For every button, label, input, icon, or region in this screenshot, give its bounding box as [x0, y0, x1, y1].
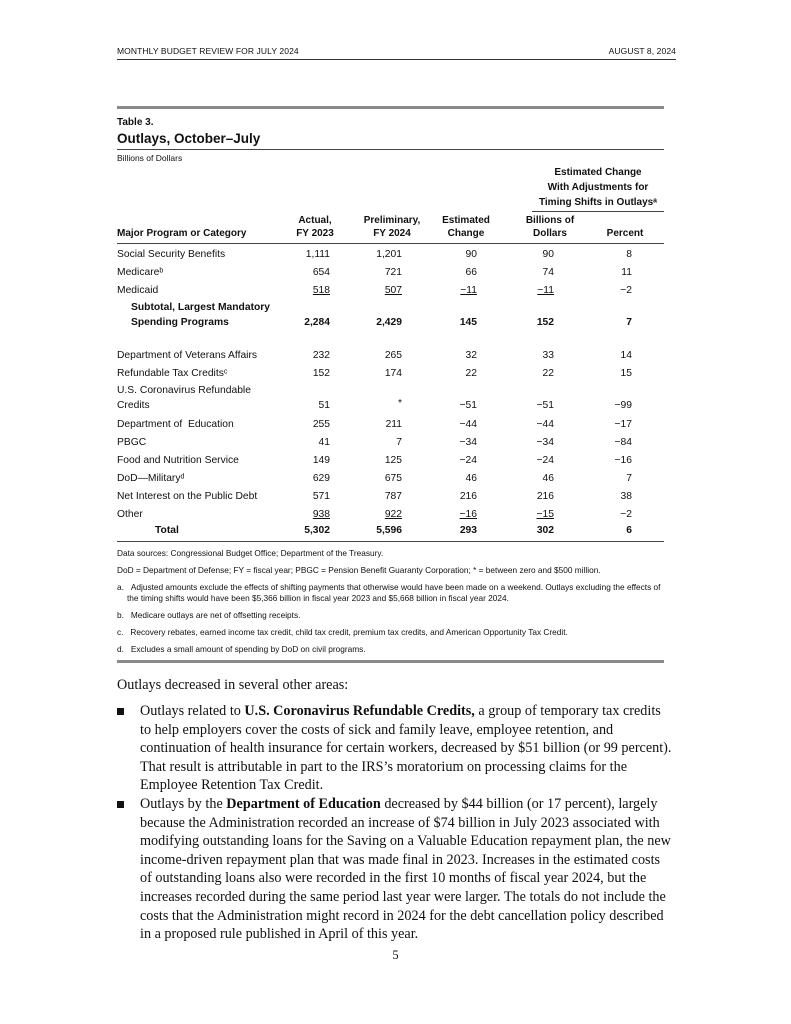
footnote-mark: a.: [117, 582, 124, 592]
subtotal-label-line-1: Subtotal, Largest Mandatory: [131, 302, 271, 313]
cell-change: −11: [460, 285, 477, 296]
cell-change: 90: [465, 249, 477, 260]
cell-adjusted: 90: [542, 249, 554, 260]
cell-preliminary: 2,429: [376, 317, 402, 328]
cell-percent: 6: [626, 525, 632, 536]
col-header-preliminary: [352, 214, 432, 240]
footnote-text: Recovery rebates, earned income tax credit, child tax credit, premium tax credits, and American Opportunity Tax Credit.: [130, 627, 568, 637]
table-row: [117, 367, 664, 381]
footnote-c: [117, 627, 664, 638]
cell-adjusted: 216: [536, 491, 554, 502]
running-header: [117, 46, 676, 60]
row-label-line-2: Credits: [117, 400, 150, 411]
cell-preliminary: 922: [384, 509, 402, 520]
row-label: Other: [117, 509, 143, 520]
cell-actual: 1,111: [305, 249, 330, 260]
bullet-coronavirus-credits: [117, 702, 673, 795]
col-header-actual-line-2: FY 2023: [296, 228, 334, 239]
cell-change: −51: [459, 400, 477, 411]
col-header-actual: [285, 214, 345, 240]
cell-change: −34: [459, 437, 477, 448]
cell-adjusted: 152: [536, 317, 554, 328]
table-top-rule: [117, 106, 664, 109]
cell-adjusted: −24: [536, 455, 554, 466]
cell-preliminary: 675: [384, 473, 402, 484]
cell-preliminary: 1,201: [376, 249, 402, 260]
abbreviations-note: DoD = Department of Defense; FY = fiscal year; PBGC = Pension Benefit Guaranty Corporation; * = between zero and $500 million.: [117, 565, 601, 575]
col-header-estimated-line-1: Estimated: [442, 215, 490, 226]
table-row: [117, 349, 664, 363]
cell-change: 22: [465, 368, 477, 379]
cell-percent: −16: [614, 455, 632, 466]
row-label: PBGC: [117, 437, 147, 448]
cell-percent: 8: [626, 249, 632, 260]
footnote-text: Adjusted amounts exclude the effects of shifting payments that otherwise would have been made on a weekend. Outlays excluding the effects of the timing shifts would have been $5,366 billion in fiscal year 2023 and $5,668 billion in fiscal year 2024.: [127, 582, 661, 603]
table-units: Billions of Dollars: [117, 153, 183, 163]
table-row: [117, 472, 664, 486]
running-header-right: AUGUST 8, 2024: [608, 46, 676, 56]
table-3: [117, 106, 664, 663]
cell-percent: −99: [614, 400, 632, 411]
cell-preliminary: 787: [384, 491, 402, 502]
table-label: Table 3.: [117, 117, 154, 128]
row-label: Medicaid: [117, 285, 159, 296]
footnote-mark: d.: [117, 644, 124, 654]
row-label: Social Security Benefits: [117, 249, 226, 260]
row-label: Department of Veterans Affairs: [117, 350, 258, 361]
col-header-preliminary-line-1: Preliminary,: [363, 215, 421, 226]
cell-change: 216: [459, 491, 477, 502]
footnote-text: Medicare outlays are net of offsetting receipts.: [130, 610, 301, 620]
cell-adjusted: −34: [536, 437, 554, 448]
bullet-text-rest: a group of temporary tax credits to help employers cover the costs of sick and family leave, employee retention, and continuation of health insurance for certain workers, decreased by $51 billion (or 99 percent). That result is attributable in part to the IRS’s moratorium on processing claims for the Employee Retention Tax Credit.: [140, 703, 672, 794]
footnote-text: Excludes a small amount of spending by DoD on civil programs.: [130, 644, 366, 654]
cell-change: −24: [459, 455, 477, 466]
subtotal-row: [117, 301, 664, 331]
cell-actual: 5,302: [304, 525, 330, 536]
cell-percent: 15: [620, 368, 632, 379]
running-header-left: MONTHLY BUDGET REVIEW FOR JULY 2024: [117, 46, 299, 56]
cell-change: 46: [465, 473, 477, 484]
cell-change: −16: [459, 509, 477, 520]
cell-change: −44: [459, 419, 477, 430]
cell-preliminary: 125: [384, 455, 402, 466]
spanner-header: [532, 165, 664, 210]
table-row: [117, 508, 664, 522]
row-label: Medicareᵇ: [117, 267, 164, 278]
cell-percent: 7: [626, 473, 632, 484]
footnote-d: [117, 644, 664, 655]
cell-change: 145: [459, 317, 477, 328]
spanner-line-1: Estimated Change: [554, 167, 642, 178]
cell-percent: 14: [620, 350, 632, 361]
row-label: Net Interest on the Public Debt: [117, 491, 258, 502]
row-label: Department of Education: [117, 419, 234, 430]
col-header-actual-line-1: Actual,: [298, 215, 332, 226]
cell-adjusted: 74: [542, 267, 554, 278]
header-rule: [117, 59, 676, 60]
cell-preliminary: 5,596: [376, 525, 402, 536]
cell-adjusted: 33: [542, 350, 554, 361]
table-row: [117, 490, 664, 504]
total-row: [117, 524, 664, 538]
cell-change: 32: [465, 350, 477, 361]
footnote-b: [117, 610, 664, 621]
cell-adjusted: −51: [536, 400, 554, 411]
cell-adjusted: 22: [542, 368, 554, 379]
table-body-bottom-rule: [117, 541, 664, 542]
sources-note: Data sources: Congressional Budget Office; Department of the Treasury.: [117, 548, 384, 558]
intro-paragraph: Outlays decreased in several other areas:: [117, 677, 349, 693]
table-title: Outlays, October–July: [117, 131, 261, 146]
spanner-rule: [532, 211, 664, 212]
cell-actual: 629: [312, 473, 330, 484]
bullet-text-lead: Outlays related to: [140, 703, 245, 719]
col-header-estimated: [431, 214, 501, 240]
table-row: [117, 284, 664, 298]
bullet-square-icon: [117, 708, 124, 715]
table-row: [117, 384, 664, 414]
cell-actual: 51: [318, 400, 330, 411]
col-header-preliminary-line-2: FY 2024: [373, 228, 411, 239]
col-header-billions-line-1: Billions of: [525, 215, 575, 226]
footnote-mark: c.: [117, 627, 124, 637]
table-row: [117, 436, 664, 450]
cell-adjusted: 302: [536, 525, 554, 536]
bullet-text: [140, 702, 673, 795]
cell-percent: 7: [626, 317, 632, 328]
cell-change: 66: [465, 267, 477, 278]
cell-preliminary: *: [397, 398, 402, 409]
cell-actual: 938: [312, 509, 330, 520]
col-header-category: Major Program or Category: [117, 228, 247, 239]
page-number: 5: [392, 948, 399, 962]
col-header-billions: [515, 214, 585, 240]
bullet-square-icon: [117, 801, 124, 808]
row-label-line-1: U.S. Coronavirus Refundable: [117, 385, 251, 396]
cell-actual: 152: [312, 368, 330, 379]
bullet-text-emphasis: U.S. Coronavirus Refundable Credits,: [244, 703, 475, 719]
table-row: [117, 248, 664, 262]
cell-adjusted: −11: [537, 285, 554, 296]
cell-percent: 38: [620, 491, 632, 502]
table-row: [117, 454, 664, 468]
bullet-text: [140, 795, 673, 944]
cell-preliminary: 174: [384, 368, 402, 379]
cell-adjusted: −15: [536, 509, 554, 520]
bullet-text-lead: Outlays by the: [140, 796, 227, 812]
cell-actual: 255: [312, 419, 330, 430]
cell-percent: −2: [620, 285, 632, 296]
col-header-percent: Percent: [606, 228, 644, 239]
spanner-line-3: Timing Shifts in Outlaysᵃ: [538, 197, 658, 208]
cell-actual: 232: [312, 350, 330, 361]
cell-change: 293: [459, 525, 477, 536]
row-label: DoD—Militaryᵈ: [117, 473, 185, 484]
cell-percent: 11: [621, 267, 632, 278]
table-notes: [117, 548, 664, 655]
cell-actual: 2,284: [304, 317, 330, 328]
bullet-text-emphasis: Department of Education: [226, 796, 381, 812]
bullet-text-rest: decreased by $44 billion (or 17 percent), largely because the Administration recorded an increase of $74 billion in July 2023 associated with modifying outstanding loans for the Saving on a Valuable Education repayment plan, the new income-driven repayment plan that was made final in 2023. Increases in the estimated costs of outstanding loans also were recorded in the first 10 months of fiscal year 2024, but the increases recorded during the same period last year were larger. The totals do not include the costs that the Administration might record in 2024 for the debt cancellation policy described in a proposed rule published in April of this year.: [140, 796, 671, 943]
table-row: [117, 418, 664, 432]
total-label: Total: [155, 525, 179, 536]
cell-preliminary: 265: [384, 350, 402, 361]
footnote-mark: b.: [117, 610, 124, 620]
cell-actual: 571: [312, 491, 330, 502]
cell-preliminary: 721: [384, 267, 402, 278]
cell-actual: 149: [312, 455, 330, 466]
cell-preliminary: 507: [384, 285, 402, 296]
cell-adjusted: −44: [536, 419, 554, 430]
cell-adjusted: 46: [542, 473, 554, 484]
cell-preliminary: 211: [385, 419, 402, 430]
cell-percent: −17: [614, 419, 632, 430]
subtotal-label-line-2: Spending Programs: [131, 317, 229, 328]
table-column-headers: [117, 163, 664, 243]
cell-actual: 654: [312, 267, 330, 278]
spanner-line-2: With Adjustments for: [547, 182, 649, 193]
col-header-estimated-line-2: Change: [447, 228, 485, 239]
cell-actual: 518: [312, 285, 330, 296]
table-body: [117, 244, 664, 541]
cell-percent: −84: [614, 437, 632, 448]
table-row: [117, 266, 664, 280]
table-bottom-rule: [117, 660, 664, 663]
cell-preliminary: 7: [396, 437, 402, 448]
title-rule: [117, 149, 664, 150]
cell-actual: 41: [318, 437, 330, 448]
footnote-a: [117, 582, 664, 604]
cell-percent: −2: [620, 509, 632, 520]
bullet-department-education: [117, 795, 673, 944]
row-label: Refundable Tax Creditsᶜ: [117, 368, 228, 379]
col-header-billions-line-2: Dollars: [533, 228, 567, 239]
row-label: Food and Nutrition Service: [117, 455, 239, 466]
